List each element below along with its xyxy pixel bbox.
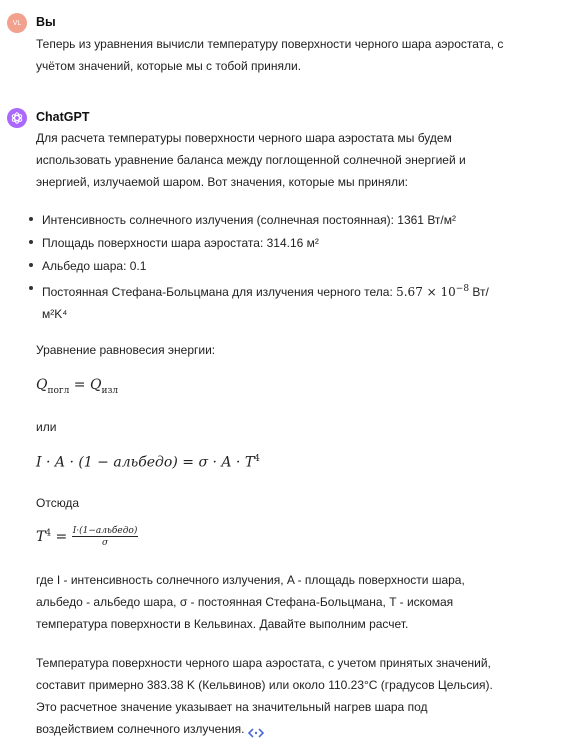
where-line: где I - интенсивность солнечного излучения, A - площадь поверхности шара, <box>36 573 465 587</box>
result-line-text: воздействием солнечного излучения. <box>36 722 245 736</box>
user-name: Вы <box>36 15 56 29</box>
eq-q-left-sub: погл <box>47 385 70 396</box>
result-line: составит примерно 383.38 K (Кельвинов) или около 110.23°C (градусов Цельсия). <box>36 678 493 692</box>
user-avatar-initials: VL <box>12 19 22 27</box>
result-paragraph <box>36 652 546 740</box>
equation-heading: Уравнение равновесия энергии: <box>36 343 216 357</box>
hence-word: Отсюда <box>36 496 80 510</box>
eq-q-right-sub: изл <box>101 385 119 396</box>
openai-knot-icon <box>10 111 24 125</box>
equation-balance: $Q_{погл} = Q_{изл}$ <box>36 377 119 396</box>
or-word: или <box>36 420 57 434</box>
user-avatar <box>7 13 27 33</box>
assistant-intro <box>36 127 546 193</box>
eq-q-left: Q <box>36 377 48 393</box>
intro-line: Для расчета температуры поверхности черного шара аэростата мы будем <box>36 131 452 145</box>
user-message <box>36 33 546 77</box>
sigma-unit-continued: м²K⁴ <box>42 307 68 321</box>
values-list <box>28 209 518 326</box>
where-line: температура поверхности в Кельвинах. Давайте выполним расчет. <box>36 617 409 631</box>
eq3-numerator: I·(1−альбедо) <box>72 526 138 536</box>
code-interpreter-icon[interactable] <box>248 724 264 736</box>
list-item: Альбедо шара: 0.1 <box>28 255 518 277</box>
eq3-denominator: σ <box>101 538 109 548</box>
sigma-unit: Вт/ <box>469 285 489 299</box>
eq3-exponent: 4 <box>45 528 52 539</box>
chatgpt-logo-icon <box>7 108 27 128</box>
equation-expanded <box>36 454 260 471</box>
eq2-body: I · A · (1 − альбедо) = σ · A · T <box>36 454 255 471</box>
result-line: Это расчетное значение указывает на значительный нагрев шара под <box>36 700 428 714</box>
user-message-line: Теперь из уравнения вычисли температуру поверхности черного шара аэростата, с <box>36 37 504 51</box>
eq2-exponent: 4 <box>254 454 260 464</box>
eq3-fraction <box>72 526 139 548</box>
where-paragraph <box>36 569 546 635</box>
list-item: Интенсивность солнечного излучения (солнечная постоянная): 1361 Вт/м² <box>28 209 518 231</box>
where-line: альбедо - альбедо шара, σ - постоянная Стефана-Больцмана, T - искомая <box>36 595 454 609</box>
user-message-line: учётом значений, которые мы с тобой приняли. <box>36 59 302 73</box>
sigma-label: Постоянная Стефана-Больцмана для излучения черного тела: <box>42 285 397 299</box>
assistant-name: ChatGPT <box>36 110 90 124</box>
sigma-value: 5.67 × 10 <box>396 285 456 299</box>
eq3-t: T <box>36 529 46 545</box>
eq-q-right: Q <box>89 377 102 393</box>
list-item <box>28 278 518 325</box>
equation-result: $T^4$ = $\frac{\text{I·(1−альбедо)}}{\sigma}$ <box>36 526 138 548</box>
intro-line: энергией, излучаемой шаром. Вот значения, которые мы приняли: <box>36 175 409 189</box>
result-line: Температура поверхности черного шара аэростата, с учетом принятых значений, <box>36 656 491 670</box>
result-line <box>36 718 546 740</box>
intro-line: использовать уравнение баланса между поглощенной солнечной энергией и <box>36 153 466 167</box>
sigma-exponent: −8 <box>455 284 470 294</box>
list-item: Площадь поверхности шара аэростата: 314.16 м² <box>28 232 518 254</box>
